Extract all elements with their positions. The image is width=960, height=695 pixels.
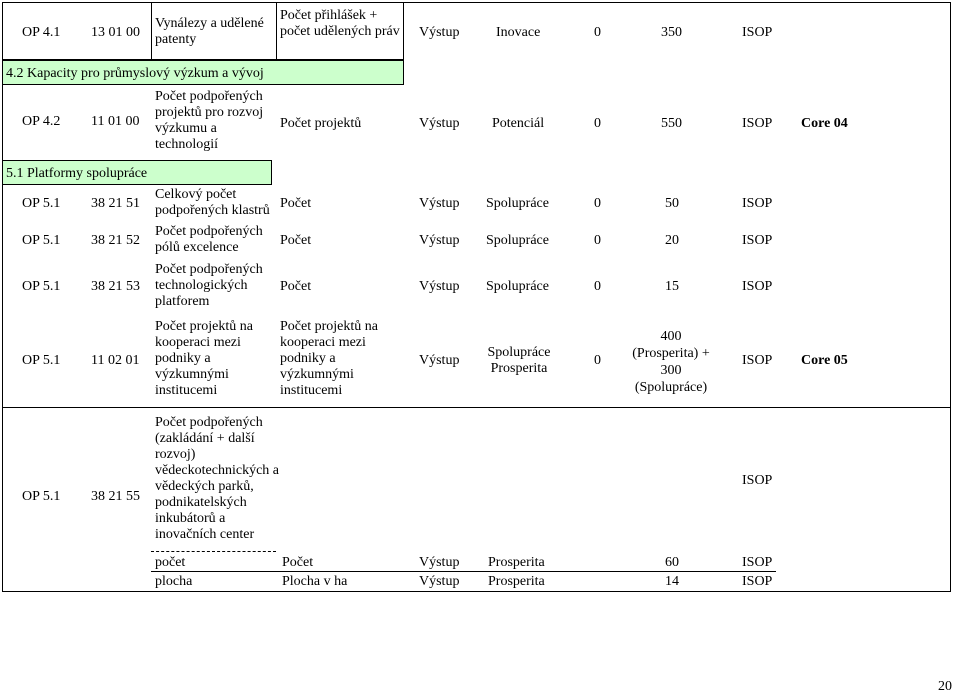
indicator-cell: Počet projektů na kooperaci mezi podniky a výzkumnými institucemi	[280, 319, 378, 398]
section-label: 5.1 Platformy spolupráce	[6, 166, 148, 181]
section-label: 4.2 Kapacity pro průmyslový výzkum a vývoj	[6, 66, 264, 81]
indicator-cell: Plocha v ha	[282, 574, 348, 589]
core-cell: Core 04	[801, 116, 848, 131]
base-cell: 0	[594, 233, 601, 248]
divider	[151, 551, 276, 552]
source-cell: ISOP	[742, 555, 773, 570]
base-cell: 0	[594, 279, 601, 294]
source-cell: ISOP	[742, 196, 773, 211]
base-cell: 0	[594, 353, 601, 368]
indicator-cell: Počet	[280, 196, 312, 211]
indicator-cell: Počet	[280, 233, 312, 248]
type-cell: Výstup	[419, 279, 460, 294]
name-cell: Počet podpořených projektů pro rozvoj výzkumu a technologií	[155, 89, 264, 152]
name-cell: Počet podpořených pólů excelence	[155, 224, 263, 255]
base-cell: 0	[594, 196, 601, 211]
type-cell: Výstup	[419, 116, 460, 131]
source-cell: ISOP	[742, 25, 773, 40]
indicator-cell: Počet	[280, 279, 312, 294]
type-cell: Výstup	[419, 353, 460, 368]
category-cell: Spolupráce	[486, 233, 549, 248]
source-cell: ISOP	[742, 353, 773, 368]
source-cell: ISOP	[742, 233, 773, 248]
category-cell: Spolupráce	[487, 345, 551, 360]
type-cell: Výstup	[419, 574, 460, 589]
unit-cell: plocha	[155, 574, 193, 589]
name-cell: Počet podpořených technologických platforem	[155, 262, 263, 309]
target-cell: 15	[665, 279, 679, 294]
source-cell: ISOP	[742, 116, 773, 131]
code-cell: 13 01 00	[91, 25, 140, 40]
target-cell: 350	[661, 25, 682, 40]
category-cell: Prosperita	[488, 574, 545, 589]
code-cell: 38 21 53	[91, 279, 140, 294]
category-cell: Inovace	[496, 25, 541, 40]
indicator-cell: Počet přihlášek + počet udělených práv	[280, 8, 400, 39]
op-cell: OP 4.2	[22, 114, 61, 129]
op-cell: OP 5.1	[22, 196, 61, 211]
type-cell: Výstup	[419, 196, 460, 211]
category-cell: Spolupráce	[486, 196, 549, 211]
category-cell: Prosperita	[488, 555, 545, 570]
target-cell: 60	[665, 555, 679, 570]
op-cell: OP 5.1	[22, 279, 61, 294]
code-cell: 38 21 51	[91, 196, 140, 211]
op-cell: OP 5.1	[22, 233, 61, 248]
base-cell: 0	[594, 116, 601, 131]
code-cell: 38 21 52	[91, 233, 140, 248]
unit-cell: počet	[155, 555, 186, 570]
name-cell: Celkový počet podpořených klastrů	[155, 187, 270, 218]
base-cell: 0	[594, 25, 601, 40]
source-cell: ISOP	[742, 473, 773, 488]
type-cell: Výstup	[419, 233, 460, 248]
op-cell: OP 5.1	[22, 353, 61, 368]
target-cell: 14	[665, 574, 679, 589]
source-cell: ISOP	[742, 279, 773, 294]
category-cell: Potenciál	[492, 116, 545, 131]
name-cell: Vynálezy a udělené patenty	[155, 16, 264, 47]
type-cell: Výstup	[419, 25, 460, 40]
indicator-cell: Počet projektů	[280, 116, 362, 131]
op-cell: OP 4.1	[22, 25, 61, 40]
target-cell: 550	[661, 116, 682, 131]
category-cell: Prosperita	[490, 361, 548, 376]
indicator-cell: Počet	[282, 555, 314, 570]
category-cell: Spolupráce	[486, 279, 549, 294]
target-cell: 20	[665, 233, 679, 248]
core-cell: Core 05	[801, 353, 848, 368]
target-cell: 50	[665, 196, 679, 211]
target-cell: 400 (Prosperita) + 300 (Spolupráce)	[632, 329, 710, 395]
code-cell: 11 01 00	[91, 114, 140, 129]
page-number: 20	[938, 679, 952, 694]
op-cell: OP 5.1	[22, 489, 61, 504]
type-cell: Výstup	[419, 555, 460, 570]
name-cell: Počet projektů na kooperaci mezi podniky a výzkumnými institucemi	[155, 319, 253, 398]
name-cell: Počet podpořených (zakládání + další rozvoj) vědeckotechnických a vědeckých parků, podnikatelských inkubátorů a inovačních center	[155, 415, 279, 542]
code-cell: 11 02 01	[91, 353, 140, 368]
source-cell: ISOP	[742, 574, 773, 589]
code-cell: 38 21 55	[91, 489, 140, 504]
